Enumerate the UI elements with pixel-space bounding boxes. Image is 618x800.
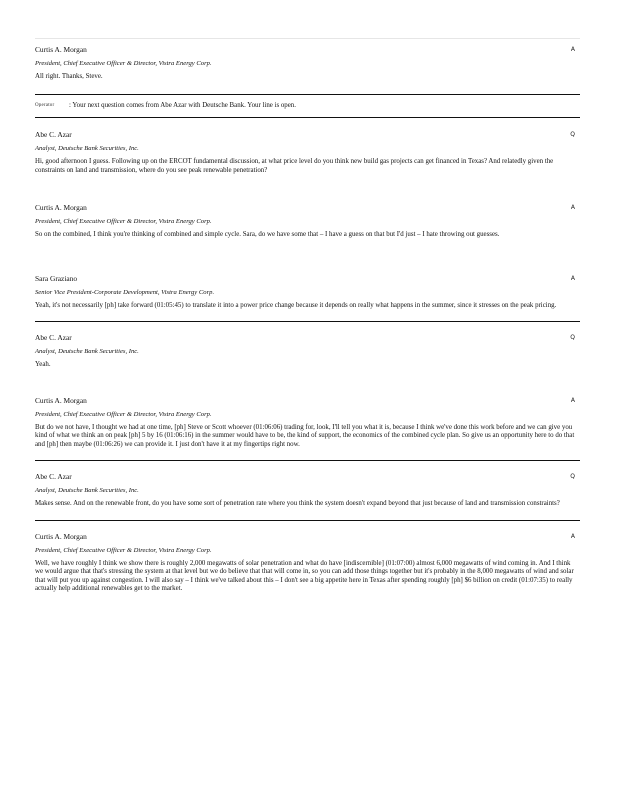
speaker-title: President, Chief Executive Officer & Director, Vistra Energy Corp. xyxy=(35,60,212,67)
speaker-text: Makes sense. And on the renewable front, do you have some sort of penetration rate where you think the system doesn't expand beyond that just because of land and transmission constraints? xyxy=(35,500,560,507)
speaker-block xyxy=(35,333,580,370)
speaker-text: So on the combined, I think you're thinking of combined and simple cycle. Sara, do we have some that – I have a guess on that but I'd just – I hate throwing out guesses. xyxy=(35,231,500,238)
top-divider xyxy=(35,38,580,39)
speaker-block xyxy=(35,130,580,175)
speaker-text: All right. Thanks, Steve. xyxy=(35,73,103,80)
answer-marker: A xyxy=(570,274,575,282)
speaker-name: Curtis A. Morgan xyxy=(35,531,87,541)
speaker-name: Abe C. Azar xyxy=(35,333,72,342)
answer-marker: A xyxy=(570,532,575,540)
question-marker: Q xyxy=(570,131,575,138)
speaker-title: President, Chief Executive Officer & Director, Vistra Energy Corp. xyxy=(35,218,212,225)
speaker-title: Analyst, Deutsche Bank Securities, Inc. xyxy=(35,487,139,494)
operator-label: Operator xyxy=(35,102,55,108)
speaker-title: Senior Vice President-Corporate Development, Vistra Energy Corp. xyxy=(35,288,215,296)
speaker-block xyxy=(35,396,580,450)
speaker-block xyxy=(35,203,580,240)
speaker-text: Yeah, it's not necessarily [ph] take forward (01:05:45) to translate it into a power price change because it depends on really what happens in the summer, since it stresses on the peak pricing. xyxy=(35,301,557,309)
speaker-block xyxy=(35,45,580,82)
operator-line xyxy=(35,95,580,118)
speaker-name: Abe C. Azar xyxy=(35,472,72,481)
speaker-name: Abe C. Azar xyxy=(35,130,72,139)
speaker-block xyxy=(35,532,580,594)
speaker-title: Analyst, Deutsche Bank Securities, Inc. xyxy=(35,145,139,152)
answer-marker: A xyxy=(570,46,575,53)
speaker-title: President, Chief Executive Officer & Director, Vistra Energy Corp. xyxy=(35,546,212,554)
speaker-name: Sara Graziano xyxy=(35,273,78,283)
operator-text: : Your next question comes from Abe Azar with Deutsche Bank. Your line is open. xyxy=(69,101,296,109)
speaker-block xyxy=(35,274,580,311)
speaker-text: Yeah. xyxy=(35,361,51,368)
speaker-title: President, Chief Executive Officer & Director, Vistra Energy Corp. xyxy=(35,410,212,418)
answer-marker: A xyxy=(570,204,575,211)
transcript-page xyxy=(35,38,580,594)
speaker-name: Curtis A. Morgan xyxy=(35,203,87,212)
answer-marker: A xyxy=(570,396,575,404)
speaker-name: Curtis A. Morgan xyxy=(35,45,87,54)
speaker-text: Hi, good afternoon I guess. Following up on the ERCOT fundamental discussion, at what price level do you think new build gas projects can get financed in Texas? And relatedly given the constraints on land and transmission, where do you see peak renewable penetration? xyxy=(35,158,554,174)
speaker-title: Analyst, Deutsche Bank Securities, Inc. xyxy=(35,348,139,355)
speaker-block xyxy=(35,472,580,509)
question-marker: Q xyxy=(570,473,575,480)
question-marker: Q xyxy=(570,334,575,341)
speaker-text: Well, we have roughly I think we show there is roughly 2,000 megawatts of solar penetration and what do have [indiscernible] (01:07:00) almost 6,000 megawatts of wind coming in. And I think we would argue that that's stressing the system at that level but we do believe that that will come in, so you can add those things together but it's probably in the 8,000 megawatts of wind and solar that will put you up against congestion. I will also say – I think we've talked about this – I don't see a big appetite here in Texas after spending roughly [ph] $6 billion on credit (01:07:35) to really actually help additional renewables get to the market. xyxy=(35,559,574,592)
speaker-text: But do we not have, I thought we had at one time, [ph] Steve or Scott whoever (01:06:06) trading for, look, I'll tell you what it is, because I think we've done this work before and we can give you kind of what we think an on peak [ph] 5 by 16 (01:06:16) in the summer would have to be, the kind of support, the economics of the combined cycle plan. So give us an opportunity here to do that and [ph] then maybe (01:06:26) we can provide it. I just don't have it at my fingertips right now. xyxy=(35,423,575,448)
speaker-name: Curtis A. Morgan xyxy=(35,395,87,405)
